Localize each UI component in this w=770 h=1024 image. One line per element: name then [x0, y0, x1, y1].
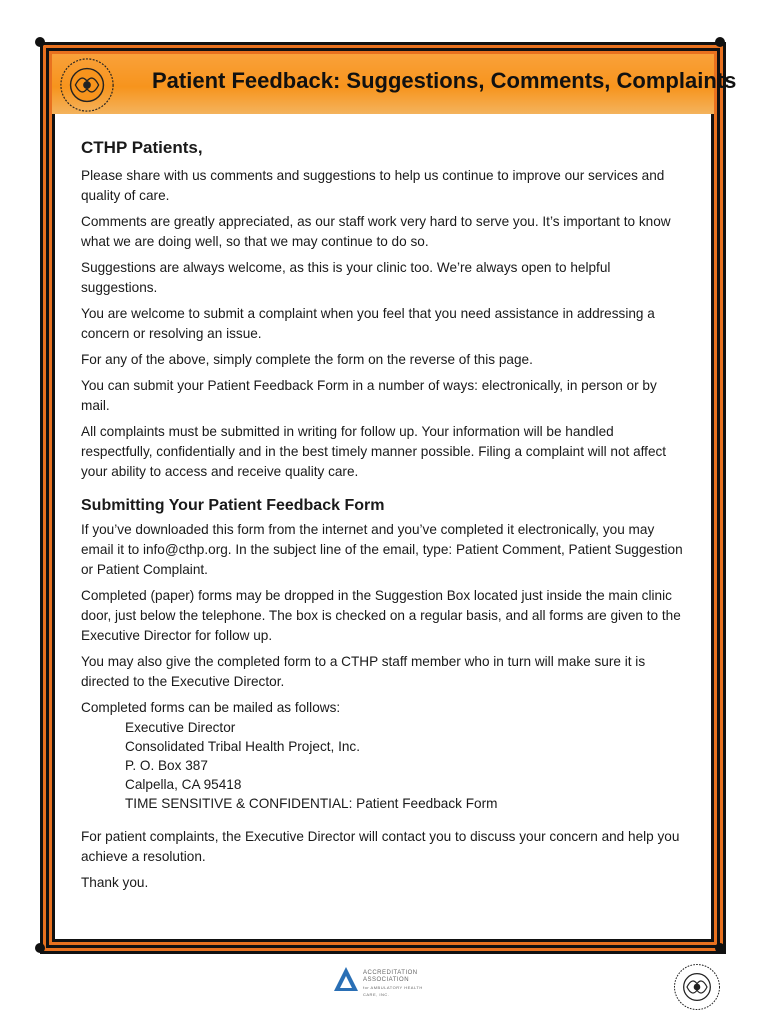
corner-dot	[35, 943, 45, 953]
paragraph: Thank you.	[81, 875, 149, 890]
title-banner	[52, 54, 737, 114]
paragraph: If you’ve downloaded this form from the internet and you’ve completed it electronically, you may email it to info@cthp.org. In the subject line of the email, type: Patient Comment, Patient Suggestion or Patient Complaint.	[81, 522, 683, 577]
greeting-heading: CTHP Patients,	[81, 138, 203, 157]
paragraph: Completed (paper) forms may be dropped in the Suggestion Box located just inside the main clinic door, just below the telephone. The box is checked on a regular basis, and all forms are given to the Executive Director for follow up.	[81, 588, 681, 643]
paragraph: Please share with us comments and suggestions to help us continue to improve our services and quality of care.	[81, 168, 665, 203]
accreditation-line: for AMBULATORY HEALTH CARE, INC.	[363, 985, 423, 997]
paragraph: You are welcome to submit a complaint when you feel that you need assistance in addressing a concern or resolving an issue.	[81, 306, 655, 341]
paragraph: Suggestions are always welcome, as this is your clinic too. We’re always open to helpful suggestions.	[81, 260, 611, 295]
corner-dot	[715, 37, 725, 47]
address-line: P. O. Box 387	[125, 758, 208, 773]
section-heading: Submitting Your Patient Feedback Form	[81, 497, 385, 514]
accreditation-text	[363, 970, 433, 998]
accreditation-line: ACCREDITATION	[363, 970, 418, 976]
accreditation-logo	[333, 966, 433, 997]
address-line: Executive Director	[125, 720, 236, 735]
tribal-seal-icon	[58, 56, 116, 114]
address-line: Consolidated Tribal Health Project, Inc.	[125, 739, 360, 754]
address-line: Calpella, CA 95418	[125, 777, 242, 792]
paragraph: For any of the above, simply complete the form on the reverse of this page.	[81, 352, 533, 367]
document-body	[81, 138, 687, 899]
address-line: TIME SENSITIVE & CONFIDENTIAL: Patient Feedback Form	[125, 796, 498, 811]
accreditation-line: ASSOCIATION	[363, 977, 410, 983]
page-title: Patient Feedback: Suggestions, Comments, Complaints	[152, 68, 737, 93]
paragraph: You may also give the completed form to a CTHP staff member who in turn will make sure it is directed to the Executive Director.	[81, 654, 646, 689]
corner-dot	[35, 37, 45, 47]
paragraph: All complaints must be submitted in writing for follow up. Your information will be handled respectfully, confidentially and in the best timely manner possible. Filing a complaint will not affect your ability to access and receive quality care.	[81, 424, 667, 479]
corner-dot	[715, 943, 725, 953]
paragraph: Completed forms can be mailed as follows:	[81, 700, 341, 715]
tribal-seal-icon	[672, 962, 722, 1012]
paragraph: Comments are greatly appreciated, as our staff work very hard to serve you. It’s important to know what we are doing well, so that we may continue to do so.	[81, 214, 671, 249]
accreditation-triangle-icon	[333, 966, 359, 992]
mailing-address	[125, 718, 687, 813]
paragraph: For patient complaints, the Executive Director will contact you to discuss your concern and help you achieve a resolution.	[81, 829, 680, 864]
paragraph: You can submit your Patient Feedback Form in a number of ways: electronically, in person or by mail.	[81, 378, 657, 413]
